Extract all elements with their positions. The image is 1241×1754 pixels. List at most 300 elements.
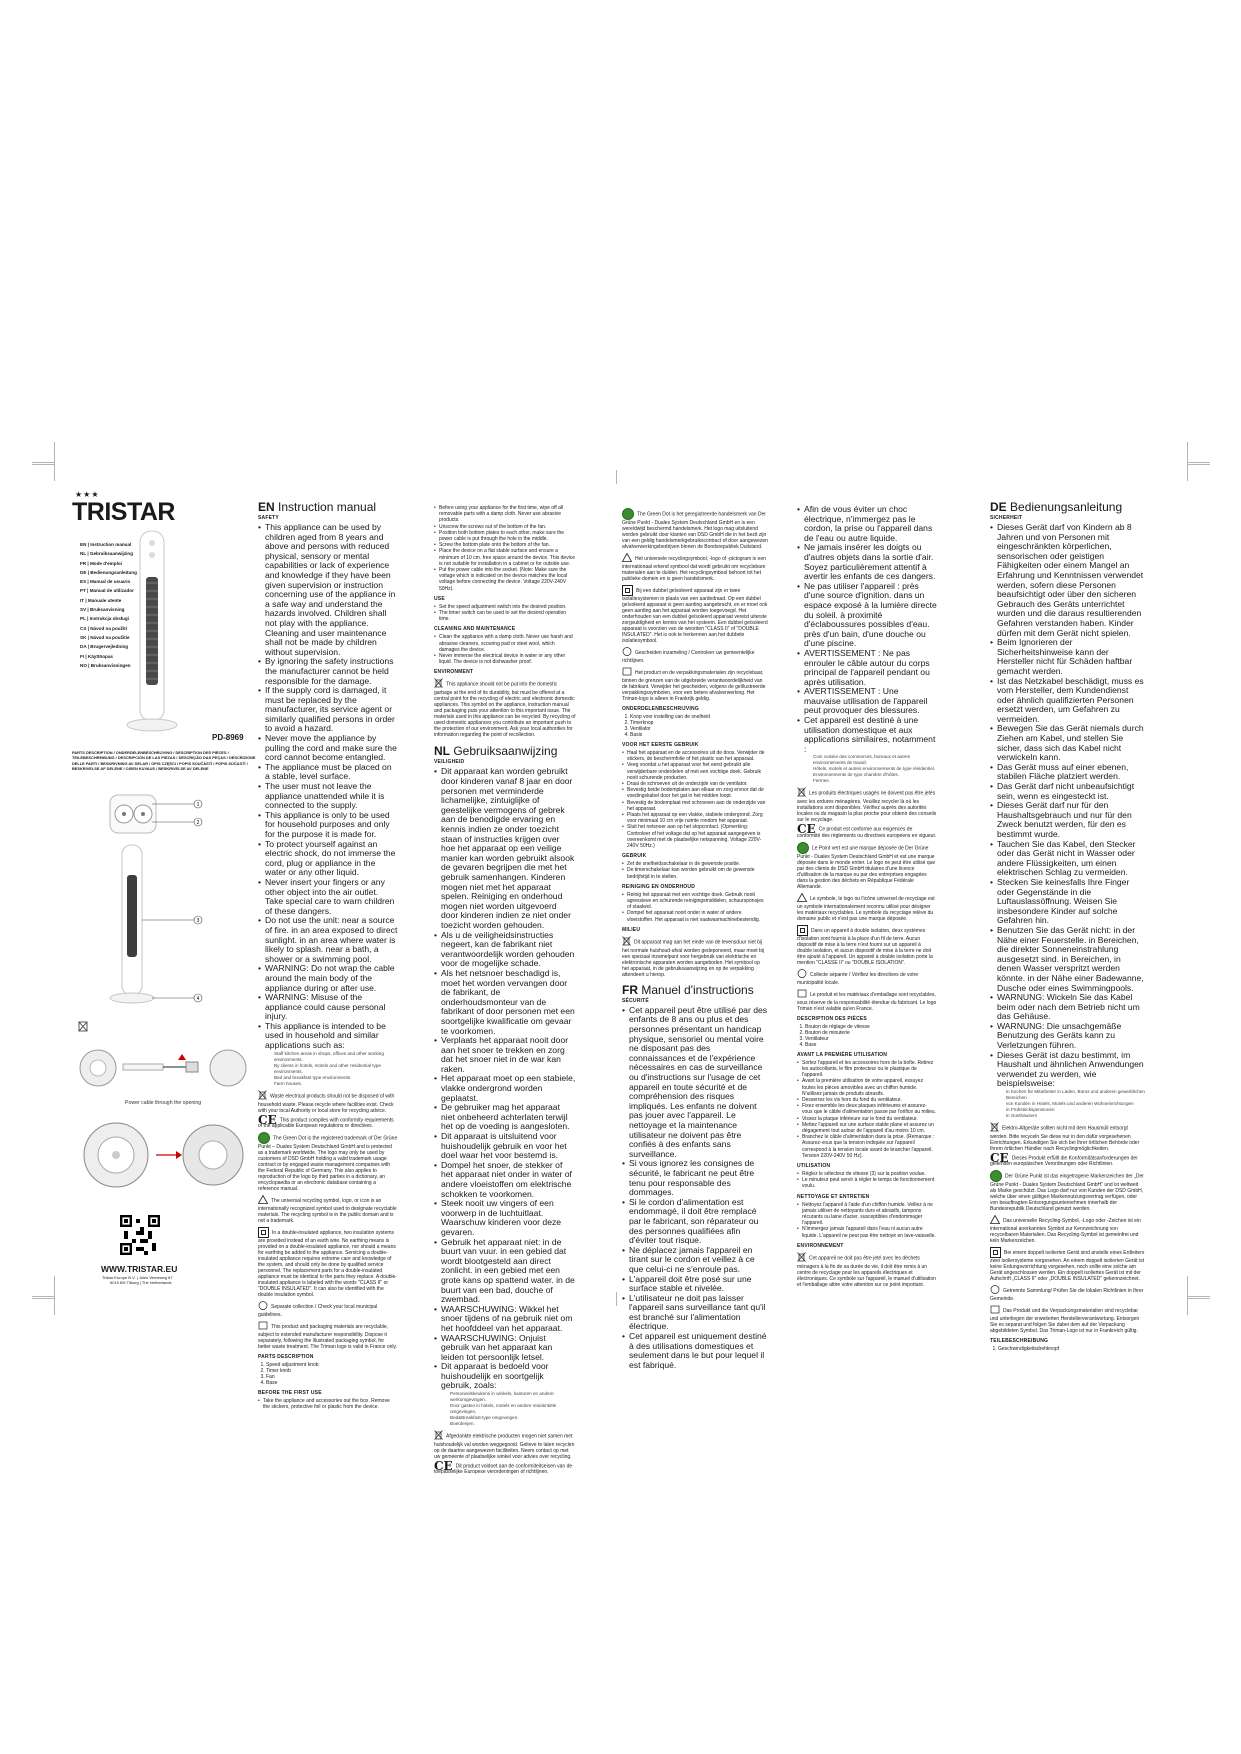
list-item: • Bewegen Sie das Gerät niemals durch Ziehen am Kabel, und stellen Sie sicher, dass sich das Kabel nicht verwickeln kann. bbox=[997, 724, 1145, 762]
list-item: • Dit apparaat kan worden gebruikt door kinderen vanaf 8 jaar en door personen met verminderde lichamelijke, zintuiglijke of geestelijke vermogens of gebrek aan de benodigde ervaring en kennis indien ze onder toezicht staan of instructies krijgen over hoe het apparaat op een veilige manier kan worden gebruikt alsook de gevaren begrijpen die met het gebruik samenhangen. Kinderen mogen niet met het apparaat spelen. Reiniging en onderhoud mogen niet worden uitgevoerd door kinderen indien ze niet onder toezicht worden gehouden. bbox=[441, 767, 576, 930]
list-item: • Reinig het apparaat met een vochtige doek. Gebruik nooit agressieve en schurende reinigingsmiddelen, schuursponsjes of staalwol. bbox=[627, 892, 768, 911]
list-item: • Desserrez les vis hors du fond du ventilateur. bbox=[802, 1097, 937, 1103]
list-item: • The user must not leave the appliance unattended while it is connected to the supply. bbox=[265, 782, 398, 811]
green-dot-note bbox=[797, 842, 937, 890]
language-item: ES | Manual de usuario bbox=[80, 579, 131, 585]
recycle-note bbox=[258, 1195, 398, 1224]
sub-item: in Gutshäusern bbox=[1006, 1113, 1038, 1119]
en-nl-column bbox=[434, 505, 576, 1476]
section-heading: USE bbox=[434, 595, 445, 602]
sub-item: Coin cuisine des commerces, bureaux et autres environnements de travail. bbox=[813, 754, 911, 766]
list-item: 2. Timerknop bbox=[630, 720, 768, 726]
ce-note bbox=[990, 1151, 1145, 1168]
before-list bbox=[258, 1398, 398, 1410]
use-list bbox=[434, 604, 576, 623]
safety-list bbox=[622, 1006, 768, 1371]
note-text: Afgedankte elektrische producten mogen niet samen met huishoudelijk val worden weggegooid. Gelieve te laten recyclen op de daartoe aangewezen faciliteiten. Neem contact op met uw gemeente of plaatselijke winkel voor advies over recycling. bbox=[434, 1433, 575, 1461]
list-item: • WARNING: Misuse of the appliance could cause personal injury. bbox=[265, 993, 398, 1022]
list-item: • Si vous ignorez les consignes de sécurité, le fabricant ne peut être tenu pour responsable des dommages. bbox=[629, 1159, 768, 1197]
control-knobs bbox=[110, 795, 156, 833]
note-text: Het product en de verpakkingsmaterialen zijn recyclebaar, binnen de grenzen van de uitgebreide verantwoordelijkheid van de fabrikant. Verwijder het gescheiden, volgens de geïllustreerde verpakkingssymbolen, voor een betere afvalverwerking. Het Triman-logo is alleen in Frankrijk geldig. bbox=[622, 669, 766, 702]
list-item: • Do not use the unit: near a source of fire. in an area exposed to direct sunlight. in an area where water is likely to splash. near a bath, a shower or a swimming pool. bbox=[265, 916, 398, 964]
section-heading: NETTOYAGE ET ENTRETIEN bbox=[797, 1193, 870, 1200]
manual-title: Bedienungsanleitung bbox=[1010, 500, 1123, 514]
sub-item: Bed&Breakfast-type omgevingen. bbox=[450, 1415, 519, 1421]
weee-note bbox=[434, 1430, 576, 1460]
section-heading: GEBRUIK bbox=[622, 853, 647, 860]
note-text: Dit product voldoet aan de conformiteitseisen van de toepasselijke Europese verordeningen of richtlijnen. bbox=[434, 1463, 573, 1476]
list-item: • Dit apparaat is uitsluitend voor huishoudelijk gebruik en voor het doel waar het voor bestemd is. bbox=[441, 1132, 576, 1161]
section-heading: TEILEBESCHREIBUNG bbox=[990, 1338, 1049, 1345]
safety-list bbox=[990, 523, 1145, 1089]
callout-number: 4 bbox=[196, 996, 200, 1002]
crop-mark bbox=[1187, 1296, 1210, 1315]
triman-icon bbox=[258, 1301, 268, 1312]
note-text: Le Point vert est une marque déposée de Der Grüne Punkt - Duales System Deutschland GmbH et est une marque déposée dans le monde entier. Le logo ne peut être utilisé que par des clients de DSD GmbH titulaires d'une licence d'utilisation de la marque ou par des entreprises engagées dans la gestion des déchets en République Fédérale Allemande. bbox=[797, 845, 936, 890]
fr-column bbox=[797, 504, 937, 1288]
list-item: 3. Ventilator bbox=[630, 726, 768, 732]
list-item: 1. Geschwindigkeitsdrehknopf bbox=[998, 1346, 1145, 1352]
lang-code: FR bbox=[622, 982, 638, 997]
use-list bbox=[797, 1171, 937, 1190]
list-item: • WARNUNG: Die unsachgemäße Benutzung des Geräts kann zu Verletzungen führen. bbox=[997, 1022, 1145, 1051]
list-item: • Never immerse the electrical device in water or any other liquid. The device is not dishwasher proof. bbox=[439, 653, 576, 665]
green-dot-note bbox=[622, 508, 768, 550]
note-text: Getrennte Sammlung/ Prüfen Sie die lokalen Richtlinien in Ihrer Gemeinde. bbox=[990, 1288, 1144, 1303]
weee-note bbox=[990, 1122, 1145, 1152]
list-item: • Afin de vous éviter un choc électrique, n'immergez pas le cordon, la prise ou l'appareil dans de l'eau ou autre liquide. bbox=[804, 505, 937, 543]
list-item: • De timerschakelaar kan worden gebruikt om de gewenste bedrijfstijd in te stellen. bbox=[627, 867, 768, 879]
ce-mark-icon: CE bbox=[258, 1112, 277, 1127]
note-text: This product and packaging materials are recyclable, subject to extended manufacturer responsibility. Dispose it separately, following the illustrated packaging symbol, for better waste treatment. The Triman logo is valid in France only. bbox=[258, 1323, 398, 1350]
packaging-icon bbox=[622, 667, 632, 678]
triman-note bbox=[258, 1321, 398, 1350]
list-item: • This appliance can be used by children aged from 8 years and above and persons with reduced physical, sensory or mental capabilities or lack of experience and knowledge if they have been given supervision or instruction concerning use of the appliance in a safe way and understand the hazards involved. Children shall not play with the appliance. Cleaning and user maintenance shall not be made by children without supervision. bbox=[265, 523, 398, 657]
list-item: • N'immergez jamais l'appareil dans l'eau ni aucun autre liquide. L'appareil ne peut pas être nettoyé en lave-vaisselle. bbox=[802, 1226, 937, 1238]
sub-item: in Frühstückspensionen bbox=[1006, 1107, 1055, 1113]
parts-list bbox=[990, 1346, 1145, 1352]
list-item: • Verplaats het apparaat nooit door aan het snoer te trekken en zorg dat het snoer niet in de war kan raken. bbox=[441, 1036, 576, 1074]
list-item: • Dieses Gerät darf von Kindern ab 8 Jahren und von Personen mit eingeschränkten körperlichen, sensorischen oder geistigen Fähigkeiten oder einem Mangel an Erfahrung und Kenntnissen verwendet werden, sofern diese Personen beaufsichtigt oder über den sicheren Gebrauch des Geräts unterrichtet wurden und die daraus resultierenden Gefahren verstanden haben. Kinder dürfen mit dem Gerät nicht spielen. bbox=[997, 523, 1145, 638]
list-item: • Dompel het apparaat nooit onder in water of andere vloeistoffen. Het apparaat is niet vaatwasmachinebestendig. bbox=[627, 910, 768, 922]
language-item: SK | Návod na použitie bbox=[80, 634, 130, 640]
packaging-icon bbox=[258, 1321, 268, 1332]
ce-note bbox=[434, 1459, 576, 1476]
list-item: • Screw the bottom plate onto the bottom of the fan. bbox=[439, 542, 576, 548]
lang-code: DE bbox=[990, 500, 1007, 514]
weee-note bbox=[797, 787, 937, 823]
weee-bin-icon bbox=[258, 1090, 267, 1102]
fan-body bbox=[110, 845, 154, 1003]
list-item: • Haal het apparaat en de accessoires uit de doos. Verwijder de stickers, de beschermfolie of het plastic van het apparaat. bbox=[627, 750, 768, 762]
ce-mark-icon: CE bbox=[990, 1151, 1009, 1166]
list-item: • Place the device on a flat stable surface and ensure a minimum of 10 cm. free space around the device. This device is not suitable for installation in a cabinet or for outside use. bbox=[439, 548, 576, 567]
tower-fan-image bbox=[125, 525, 180, 740]
recycle-icon bbox=[622, 553, 632, 564]
list-item: • Branchez le câble d'alimentation dans la prise. (Remarque : Assurez-vous que la tension indiquée sur l'appareil correspond à la tension locale avant de brancher l'appareil. Tension 220V-240V 50 Hz). bbox=[802, 1134, 937, 1159]
double-insulation-icon bbox=[990, 1247, 1001, 1258]
list-item: • Ne pas utiliser l'appareil : près d'une source d'ignition. dans un espace exposé à la lumière directe du soleil. à proximité d'éclaboussures possibles d'eau. près d'un bain, d'une douche ou d'une piscine. bbox=[804, 582, 937, 649]
triman-icon bbox=[622, 647, 632, 658]
list-item: • Als u de veiligheidsinstructies negeert, kan de fabrikant niet verantwoordelijk worden gehouden voor de mogelijke schade. bbox=[441, 931, 576, 969]
triman-note bbox=[990, 1305, 1145, 1334]
double-insulation-icon bbox=[622, 585, 633, 596]
list-item: • Bevestig beide bodemplaten aan elkaar en zorg ervoor dat de voedingskabel door het gat in het midden loopt. bbox=[627, 787, 768, 799]
list-item: • Bevestig de bodemplaat met schroeven aan de onderzijde van het apparaat. bbox=[627, 800, 768, 812]
manual-title: Gebruiksaanwijzing bbox=[453, 744, 558, 759]
separate-collection-note bbox=[797, 969, 937, 986]
list-item: • The timer switch can be used to set the desired operation time. bbox=[439, 610, 576, 622]
list-item: • Fixez ensemble les deux plaques inférieures et assurez-vous que le câble d'alimentation passe par l'orifice au milieu. bbox=[802, 1103, 937, 1115]
note-text: Dieses Produkt erfüllt die Konformitätsanforderungen der geltenden europäischen Verordnungen oder Richtlinien. bbox=[990, 1155, 1138, 1168]
recycle-note bbox=[622, 553, 768, 582]
recycle-icon bbox=[797, 893, 807, 904]
list-item: • Sortez l'appareil et les accessoires hors de la boîte. Retirez les autocollants, le film protecteur ou le plastique de l'appareil. bbox=[802, 1060, 937, 1079]
manual-title: Instruction manual bbox=[278, 500, 377, 514]
language-item: CS | Návod na použití bbox=[80, 625, 127, 631]
list-item: • Position both bottom plates to each other, make sure the power cable is put through the hole in the middle. bbox=[439, 530, 576, 542]
list-item: • Never insert your fingers or any other object into the air outlet. Take special care to warn children of these dangers. bbox=[265, 878, 398, 916]
green-dot-note bbox=[990, 1170, 1145, 1212]
sub-item: Bed and breakfast type environments. bbox=[274, 1074, 352, 1080]
list-item: • Das Gerät darf nicht unbeaufsichtigt sein, wenn es eingesteckt ist. bbox=[997, 782, 1145, 801]
weee-bin-icon bbox=[622, 936, 631, 948]
section-heading: BEFORE THE FIRST USE bbox=[258, 1389, 322, 1396]
cleaning-list bbox=[434, 634, 576, 665]
note-text: Dans un appareil à double isolation, deux systèmes d'isolation sont fournis à la place d'un fil de terre. Aucun dispositif de mise à la terre n'est fourni sur un appareil à double isolation, et aucun dispositif de mise à la terre ne doit être ajouté à l'appareil. Un appareil à double isolation porte la mention "CLASSE II" ou "DOUBLE ISOLATION". bbox=[797, 927, 933, 966]
sub-item: in Küchen für Mitarbeiter in Läden, Büros und anderen gewerblichen Bereichen bbox=[1006, 1089, 1145, 1101]
list-item: • Cet appareil est destiné à une utilisation domestique et aux applications similaires, notamment : bbox=[804, 716, 937, 754]
triman-icon bbox=[797, 969, 807, 980]
list-item: • Das Gerät muss auf einer ebenen, stabilen Fläche platziert werden. bbox=[997, 763, 1145, 782]
sub-item: Door gasten in hotels, motels en andere residentiële omgevingen. bbox=[450, 1403, 557, 1415]
double-insulation-note bbox=[622, 585, 768, 644]
environment-note bbox=[434, 678, 576, 738]
separate-collection-note bbox=[622, 647, 768, 664]
list-item: • AVERTISSEMENT : Une mauvaise utilisation de l'appareil peut provoquer des blessures. bbox=[804, 687, 937, 716]
list-item: • AVERTISSEMENT : Ne pas enrouler le câble autour du corps principal de l'appareil pendant ou après utilisation. bbox=[804, 649, 937, 687]
note-text: Waste electrical products should not be disposed of with household waste. Please recycle where facilities exist. Check with your local Authority or local store for recycling advice. bbox=[258, 1092, 395, 1114]
note-text: This product complies with conformity requirements of the applicable European regulations or directives. bbox=[258, 1116, 394, 1129]
section-heading: UTILISATION bbox=[797, 1163, 831, 1170]
ce-note bbox=[797, 822, 937, 839]
language-item: PL | Instrukcja obsługi bbox=[80, 616, 129, 622]
en-heading bbox=[258, 500, 398, 514]
list-item: 3. Fan bbox=[266, 1374, 398, 1380]
sub-item: Fermes. bbox=[813, 778, 830, 784]
note-text: Gescheiden inzameling / Controleer uw gemeentelijke richtlijnen. bbox=[622, 649, 755, 664]
note-text: This appliance should not be put into the domestic garbage at the end of its durability, but must be offered at a central point for the recycling of electric and electronic domestic appliances. This symbol on the appliance, instruction manual and packaging puts your attention to this important issue. The materials used in this appliance can be recycled. By recycling of used domestic appliances you contribute an important push to the protection of our environment. Ask your local authorities for information regarding the point of recollection. bbox=[434, 681, 576, 739]
before-list bbox=[622, 750, 768, 849]
note-text: The Green Dot is the registered trademark of Der Grüne Punkt – Duales System Deutschland GmbH and is protected as a trademark worldwide. The logo may only be used by customers of DSD GmbH holding a valid trademark usage contract or by engaged waste management companies with the Federal Republic of Germany. This also applies to reproduction of the logo by third parties in a dictionary, an encyclopaedia or an electronic database containing a reference manual. bbox=[258, 1135, 398, 1192]
green-dot-note bbox=[258, 1132, 398, 1192]
list-item: • Never move the appliance by pulling the cord and make sure the cord cannot become entangled. bbox=[265, 734, 398, 763]
section-heading: PARTS DESCRIPTION bbox=[258, 1353, 314, 1360]
crop-mark bbox=[32, 462, 55, 481]
environment-note bbox=[622, 936, 768, 978]
note-text: Der Grüne Punkt ist das eingetragene Markenzeichen der „Der Grüne Punkt - Duales System Deutschland GmbH" und ist weltweit als Marke geschützt. Das Logo darf nur von Kunden der DSD GmbH, welche über einen gültigen Markennutzungsvertrag verfügen, oder von beauftragten Entsorgungsunternehmen innerhalb der Bundesrepublik Deutschland genutzt werden. bbox=[990, 1173, 1144, 1213]
sub-item: Hôtels, motels et autres environnements de type résidentiel. bbox=[813, 766, 936, 772]
recycle-icon bbox=[258, 1195, 268, 1206]
crop-mark bbox=[1187, 462, 1210, 481]
packaging-icon bbox=[797, 989, 807, 1000]
lang-code: NL bbox=[434, 744, 450, 759]
list-item: • If the supply cord is damaged, it must be replaced by the manufacturer, its service agent or similarly qualified persons in order to avoid a hazard. bbox=[265, 686, 398, 734]
section-heading: REINIGING EN ONDERHOUD bbox=[622, 883, 696, 890]
list-item: • WARNUNG: Wickeln Sie das Kabel beim oder nach dem Betrieb nicht um das Gehäuse. bbox=[997, 993, 1145, 1022]
section-heading: SICHERHEIT bbox=[990, 515, 1023, 521]
assembly-image-base bbox=[78, 1115, 248, 1195]
language-item: FI | Käyttöopas bbox=[80, 653, 113, 659]
ce-note bbox=[258, 1112, 398, 1129]
list-item: • The appliance must be placed on a stable, level surface. bbox=[265, 763, 398, 782]
recycle-note bbox=[990, 1215, 1145, 1244]
sub-item: Boerderijen. bbox=[450, 1421, 475, 1427]
language-item: NL | Gebruiksaanwijzing bbox=[80, 551, 134, 557]
list-item: • Sluit het netsnoer aan op het stopcontact. (Opmerking: Controleer of het voltage dat op het apparaat aangegeven is overeenkomt met de plaatselijke netspanning. Voltage 220V-240V 50Hz.) bbox=[627, 824, 768, 849]
crop-mark bbox=[616, 1292, 617, 1306]
note-text: The universal recycling symbol, logo, or icon is an internationally recognized symbol used to designate recyclable materials. The recycling symbol is in the public domain and is not a trademark. bbox=[258, 1197, 397, 1224]
parts-list bbox=[797, 1024, 937, 1048]
list-item: 1. Bouton de réglage de vitesse bbox=[805, 1024, 937, 1030]
list-item: • Steek nooit uw vingers of een voorwerp in de luchtuitlaat. Waarschuw kinderen voor deze gevaren. bbox=[441, 1199, 576, 1237]
callout-number: 1 bbox=[196, 802, 200, 808]
list-item: • Zet de snelheidsschakelaar in de gewenste positie. bbox=[627, 861, 768, 867]
list-item: 4. Basis bbox=[630, 732, 768, 738]
note-text: Elektro-Altgeräte sollten nicht mit dem Hausmüll entsorgt werden. Bitte recyceln Sie diese nur in den dafür vorgesehenen Einrichtungen. Erkundigen Sie sich bei Ihrer örtlichen Behörde oder Ihrem örtlichen Händler nach Recyclingmöglichkeiten. bbox=[990, 1125, 1140, 1153]
model-number: PD-8969 bbox=[212, 733, 244, 742]
note-text: Le produit et les matériaux d'emballage sont recyclables, sous réserve de la responsabilité étendue du fabricant. Le logo Triman n'est valable qu'en France. bbox=[797, 991, 937, 1012]
note-text: The Green Dot is het geregistreerde handelsmerk van Der Grüne Punkt - Duales System Deutschland GmbH en is een wereldwijd beschermd handelsmerk. Het logo mag uitsluitend worden gebruikt door klanten van DSD GmbH die in het bezit zijn van een geldig handelsmerkgebruikscontract of door aangewezen afvalverwerkingsbedrijven binnen de Bondsrepubliek Duitsland. bbox=[622, 511, 768, 550]
list-item: • Vissez la plaque inférieure sur le fond du ventilateur. bbox=[802, 1116, 937, 1122]
brand-logo: TRISTAR bbox=[72, 498, 175, 526]
sub-item: Personeelskeukens in winkels, kantoren en andere werkomgevingen. bbox=[450, 1391, 554, 1403]
list-item: • Ne déplacez jamais l'appareil en tirant sur le cordon et veillez à ce que celui-ci ne s'enroule pas. bbox=[629, 1246, 768, 1275]
list-item: • Set the speed adjustment switch into the desired position. bbox=[439, 604, 576, 610]
double-insulation-icon bbox=[258, 1227, 269, 1238]
list-item: • Cet appareil est uniquement destiné à des utilisations domestiques et seulement dans le but pour lequel il est fabriqué. bbox=[629, 1332, 768, 1370]
list-item: • Plaats het apparaat op een vlakke, stabiele ondergrond. Zorg voor minimaal 10 cm vrije ruimte rondom het apparaat. bbox=[627, 812, 768, 824]
list-item: • Dieses Gerät darf nur für den Haushaltsgebrauch und nur für den Zweck benutzt werden, für den es bestimmt wurde. bbox=[997, 801, 1145, 839]
list-item: • Avant la première utilisation de votre appareil, essuyez toutes les pièces amovibles avec un chiffon humide. N'utilisez jamais de produits abrasifs. bbox=[802, 1078, 937, 1097]
list-item: • Réglez le sélecteur de vitesse (3) sur la position voulue. bbox=[802, 1171, 937, 1177]
cleaning-list bbox=[797, 1202, 937, 1239]
language-item: DA | Brugervejledning bbox=[80, 644, 129, 650]
triman-icon bbox=[990, 1285, 1000, 1296]
list-item: • Het apparaat moet op een stabiele, vlakke ondergrond worden geplaatst. bbox=[441, 1074, 576, 1103]
callout-number: 2 bbox=[196, 820, 200, 826]
parts-heading: PARTS DESCRIPTION / ONDERDELENBESCHRIJVING / DESCRIPTION DES PIÈCES / TEILEBESCHREIBUNG / DESCRIPCIÓN DE LAS PIEZAS / DESCRIÇÃO DAS PEÇAS / DESCRIZIONE DELLE PARTI / BESKRIVNING AV DELAR / OPIS CZĘŚCI / POPIS SOUČÁSTÍ / POPIS SÚČASTÍ / BESKRIVELSE AF DELENE / OSIEN KUVAUS / BESKRIVELSE AV DELENE bbox=[72, 750, 256, 772]
before-list bbox=[797, 1060, 937, 1159]
list-item: • Unscrew the screws out of the bottom of the fan. bbox=[439, 524, 576, 530]
section-heading: ENVIRONMENT bbox=[434, 669, 474, 676]
list-item: • Als het netsnoer beschadigd is, moet het worden vervangen door de fabrikant, de onderhoudsmonteur van de fabrikant of door personen met een soortgelijke kwalificatie om gevaar te voorkomen. bbox=[441, 969, 576, 1036]
ce-mark-icon: CE bbox=[434, 1459, 453, 1474]
double-insulation-note bbox=[797, 925, 937, 966]
list-item: • L'utilisateur ne doit pas laisser l'appareil sans surveillance tant qu'il est branché sur l'alimentation électrique. bbox=[629, 1294, 768, 1332]
section-heading: SAFETY bbox=[258, 515, 279, 521]
language-item: SV | Bruksanvisning bbox=[80, 607, 125, 613]
green-dot-icon bbox=[622, 508, 634, 520]
list-item: • By ignoring the safety instructions the manufacturer cannot be held responsible for the damage. bbox=[265, 657, 398, 686]
list-item: • De gebruiker mag het apparaat niet onbeheerd achterlaten terwijl het op de voeding is aangesloten. bbox=[441, 1103, 576, 1132]
list-item: • Beim Ignorieren der Sicherheitshinweise kann der Hersteller nicht für Schäden haftbar gemacht werden. bbox=[997, 638, 1145, 676]
parts-list bbox=[622, 714, 768, 738]
language-item: DE | Bedienungsanleitung bbox=[80, 569, 137, 575]
list-item: • Tauchen Sie das Kabel, den Stecker oder das Gerät nicht in Wasser oder andere Flüssigkeiten, um einen elektrischen Schlag zu vermeiden. bbox=[997, 840, 1145, 878]
weee-note bbox=[258, 1090, 398, 1114]
note-text: Ce produit est conforme aux exigences de conformité des règlements ou directives européens en vigueur. bbox=[797, 826, 937, 839]
list-item: 4. Base bbox=[266, 1380, 398, 1386]
address-line: 5015 BH Tilburg | The Netherlands bbox=[110, 1280, 172, 1285]
list-item: • Cet appareil peut être utilisé par des enfants de 8 ans ou plus et des personnes présentant un handicap physique, sensoriel ou mental voire ne disposant pas des connaissances et de l'expérience nécessaires en cas de surveillance ou d'instructions sur l'usage de cet appareil en toute sécurité et de compréhension des risques impliqués. Les enfants ne doivent pas jouer avec l'appareil. Le nettoyage et la maintenance utilisateur ne doivent pas être confiés à des enfants sans surveillance. bbox=[629, 1006, 768, 1160]
list-item: • Nettoyez l'appareil à l'aide d'un chiffon humide. Veillez à ne jamais utiliser de nettoyants durs et abrasifs, tampons récurants ou laine d'acier, susceptibles d'endommager l'appareil. bbox=[802, 1202, 937, 1227]
power-cable-caption: Power cable through the opening bbox=[125, 1100, 202, 1106]
list-item: • Put the power cable into the socket. (Note: Make sure the voltage which is indicated on the device matches the local voltage before connecting the device. Voltage 220V-240V 50Hz). bbox=[439, 567, 576, 592]
section-heading: SÉCURITÉ bbox=[622, 997, 649, 1004]
weee-bin-icon bbox=[797, 787, 806, 799]
no-cross-icon bbox=[78, 1020, 88, 1032]
list-item: • Draai de schroeven uit de onderzijde van de ventilator. bbox=[627, 781, 768, 787]
list-item: • This appliance is only to be used for household purposes and only for the purpose it is made for. bbox=[265, 811, 398, 840]
section-heading: CLEANING AND MAINTENANCE bbox=[434, 626, 516, 633]
note-text: In a double-insulated appliance, two insulation systems are provided instead of an earth wire. No earthing means is provided on a double-insulated appliance, nor should a means for earthing be added to the appliance. Servicing a double-insulated appliance requires extreme care and knowledge of the system, and should only be done by qualified service personnel. The replacement parts for a double-insulated appliance must be identical to the parts they replace. A double-insulated appliance is labeled with the words "CLASS II" or "DOUBLE INSULATED". It can also be identified with the double insulation symbol. bbox=[258, 1229, 397, 1298]
sub-item: Environnements de type chambre d'hôtes. bbox=[813, 772, 899, 778]
list-item: • Stecken Sie keinesfalls Ihre Finger oder Gegenstände in die Luftauslassöffnung. Weisen Sie insbesondere Kinder auf solche Gefahren hin. bbox=[997, 878, 1145, 926]
sub-item: By clients in hotels, motels and other residential type environments. bbox=[274, 1062, 381, 1074]
de-heading bbox=[990, 500, 1145, 514]
language-item: EN | Instruction manual bbox=[80, 542, 132, 547]
safety-list bbox=[258, 523, 398, 1051]
list-item: • Mettez l'appareil sur une surface stable plane et assurez un dégagement tout autour de l'appareil d'au moins 10 cm. bbox=[802, 1122, 937, 1134]
section-heading: DESCRIPTION DES PIÈCES bbox=[797, 1015, 867, 1022]
before-list-cont bbox=[434, 505, 576, 592]
parts-diagram bbox=[80, 790, 250, 1010]
crop-mark bbox=[616, 470, 617, 484]
language-item: IT | Manuale utente bbox=[80, 597, 122, 603]
list-item: • Veeg voordat u het apparaat voor het eerst gebruikt alle verwijderbare onderdelen af met een vochtige doek. Gebruik nooit schurende producten. bbox=[627, 762, 768, 781]
ce-mark-icon: CE bbox=[797, 822, 816, 837]
recycle-icon bbox=[990, 1215, 1000, 1226]
en-column bbox=[258, 500, 398, 1411]
lang-code: EN bbox=[258, 500, 275, 514]
note-text: Cet appareil ne doit pas être jeté avec les déchets ménagers à la fin de sa durée de vie, il doit être remis à un centre de recyclage pour les appareils électriques et électroniques. Ce symbole sur l'appareil, le manuel d'utilisation et l'emballage attire votre attention sur ce point important. bbox=[797, 1255, 936, 1288]
use-list bbox=[622, 861, 768, 880]
nl-heading bbox=[434, 744, 576, 758]
list-item: 1. Knop voor instelling van de snelheid bbox=[630, 714, 768, 720]
manual-title: Manuel d'instructions bbox=[641, 982, 754, 997]
weee-bin-icon bbox=[434, 1430, 443, 1442]
list-item: 3. Ventilateur bbox=[805, 1036, 937, 1042]
list-item: 2. Bouton de minuterie bbox=[805, 1030, 937, 1036]
note-text: Dit apparaat mag aan het einde van de levensduur niet bij het normale huishoud-afval worden gedeponeerd, maar moet bij een speciaal inzamelpunt voor hergebruik van elektrische en elektronische apparaten worden aangeboden. Het symbool op het apparaat, in de gebruiksaanwijzing en op de verpakking attendeert u hierop. bbox=[622, 939, 765, 978]
double-insulation-note bbox=[258, 1227, 398, 1298]
environment-note bbox=[797, 1252, 937, 1288]
note-text: Collecte séparée / Vérifiez les directives de votre municipalité locale. bbox=[797, 971, 919, 986]
safety-list bbox=[797, 505, 937, 754]
list-item: • Ne jamais insérer les doigts ou d'autres objets dans la sortie d'air. Soyez particulièrement attentif à avertir les enfants de ces dangers. bbox=[804, 543, 937, 581]
green-dot-icon bbox=[258, 1132, 270, 1144]
triman-note bbox=[622, 667, 768, 702]
section-heading: AVANT LA PREMIÈRE UTILISATION bbox=[797, 1051, 888, 1058]
note-text: Le symbole, le logo ou l'icône universel de recyclage est un symbole internationalement reconnu utilisé pour désigner les matériaux recyclables. Le symbole du recyclage relève du domaine public et n'est pas une marque déposée. bbox=[797, 895, 935, 922]
triman-note bbox=[797, 989, 937, 1012]
list-item: • WARNING: Do not wrap the cable around the main body of the appliance during or after use. bbox=[265, 964, 398, 993]
double-insulation-icon bbox=[797, 925, 808, 936]
separate-collection-note bbox=[258, 1301, 398, 1318]
website: WWW.TRISTAR.EU bbox=[101, 1264, 178, 1274]
note-text: Separate collection / Check your local municipal guidelines. bbox=[258, 1303, 378, 1318]
list-item: • Clean the appliance with a damp cloth. Never use harsh and abrasive cleaners, scouring pad or steel wool, which damages the device. bbox=[439, 634, 576, 653]
section-heading: VOOR HET EERSTE GEBRUIK bbox=[622, 742, 699, 748]
green-dot-icon bbox=[990, 1170, 1002, 1182]
brand-stars: ★★★ bbox=[75, 490, 100, 499]
green-dot-icon bbox=[797, 842, 809, 854]
note-text: Bei einem doppelt isolierten Gerät sind anstelle eines Erdleiters zwei Isoliersysteme vorgesehen. An einem doppelt isolierten Gerät ist keine Erdungsvorrichtung vorgesehen, noch sollte eine solche am Gerät angeschlossen werden. Ein doppelt isoliertes Gerät ist mit der Aufschrift „CLASS II" oder „DOUBLE INSULATED" gekennzeichnet. bbox=[990, 1250, 1145, 1283]
section-heading: ENVIRONNEMENT bbox=[797, 1242, 844, 1249]
section-heading: MILIEU bbox=[622, 926, 641, 933]
weee-bin-icon bbox=[434, 678, 443, 690]
fr-heading bbox=[622, 983, 768, 997]
list-item: • L'appareil doit être posé sur une surface stable et nivelée. bbox=[629, 1275, 768, 1294]
packaging-icon bbox=[990, 1305, 1000, 1316]
safety-list bbox=[434, 767, 576, 1391]
list-item: • Gebruik het apparaat niet: in de buurt van vuur. in een gebied dat wordt blootgesteld aan direct zonlicht. in een gebied met een grote kans op spattend water. in de buurt van een bad, douche of zwembad. bbox=[441, 1238, 576, 1305]
sub-item: von Kunden in Hotels, Motels und anderen Wohneinrichtungen bbox=[1006, 1101, 1134, 1107]
list-item: • Take the appliance and accessories out the box. Remove the stickers, protective foil or plastic from the device. bbox=[263, 1398, 398, 1410]
parts-list bbox=[258, 1362, 398, 1386]
list-item: • This appliance is intended to be used in household and similar applications such as: bbox=[265, 1022, 398, 1051]
language-item: NO | Bruksanvisningen bbox=[80, 662, 131, 668]
crop-mark bbox=[32, 1296, 55, 1315]
list-item: • Dieses Gerät ist dazu bestimmt, im Haushalt und ähnlichen Anwendungen verwendet zu werden, wie beispielsweise: bbox=[997, 1051, 1145, 1089]
separate-collection-note bbox=[990, 1285, 1145, 1302]
note-text: Les produits électriques usagés ne doivent pas être jetés avec les ordures ménagères. Veuillez recycler là où les installations sont disponibles. Vérifiez auprès des autorités locales ou du magasin la plus proche pour obtenir des conseils sur le recyclage. bbox=[797, 790, 937, 824]
section-heading: VEILIGHEID bbox=[434, 759, 465, 766]
note-text: Bij een dubbel geïsoleerd apparaat zijn er twee isolatiesystemen in plaats van een aardedraad. Op een dubbel geïsoleerd apparaat is geen aarding aangebracht, en er moet ook geen aarding aan het apparaat worden toegevoegd. Het onderhouden van een dubbel geïsoleerd apparaat vereist uiterste zorgvuldigheid en kennis van het systeem. Een dubbel geïsoleerd apparaat is voorzien van de woorden "CLASS II" of "DOUBLE INSULATED". Het is ook te herkennen aan het dubbele isolatiesymbool. bbox=[622, 587, 768, 644]
callout-number: 3 bbox=[196, 918, 200, 924]
weee-bin-icon bbox=[990, 1122, 999, 1134]
language-item: FR | Mode d'emploi bbox=[80, 560, 122, 566]
sub-item: Staff kitchen areas in shops, offices and other working environments. bbox=[274, 1050, 384, 1062]
qr-code bbox=[120, 1215, 160, 1255]
double-insulation-note bbox=[990, 1247, 1145, 1282]
note-text: Das Produkt und die Verpackungsmaterialien sind recyclebar und unterliegen der erweiterten Herstellerverantwortung. Entsorgen Sie es separat und folgen Sie dabei dem auf der Verpackung abgebildeten Symbol. Das Triman-Logo ist nur in Frankreich gültig. bbox=[990, 1308, 1140, 1335]
list-item: • Dompel het snoer, de stekker of het apparaat niet onder in water of andere vloeistoffen om elektrische schokken te voorkomen. bbox=[441, 1161, 576, 1199]
list-item: • Le minuteur peut servir à régler le temps de fonctionnement voulu. bbox=[802, 1177, 937, 1189]
address-line: Tristar Europe B.V. | Jules Verneweg 87 bbox=[102, 1275, 173, 1280]
list-item: 2. Timer knob bbox=[266, 1368, 398, 1374]
list-item: • WAARSCHUWING: Wikkel het snoer tijdens of na gebruik niet om het hoofddeel van het apparaat. bbox=[441, 1305, 576, 1334]
list-item: • WAARSCHUWING: Onjuist gebruik van het apparaat kan leiden tot persoonlijk letsel. bbox=[441, 1334, 576, 1363]
list-item: • Before using your appliance for the first time, wipe off all removable parts with a damp cloth. Never use abrasive products. bbox=[439, 505, 576, 524]
note-text: Het universele recyclingsymbool, -logo of -pictogram is een internationaal erkend symbool dat wordt gebruikt om recyclebare materialen aan te duiden. Het recyclingsymbool behoort tot het publieke domein en is geen handelsmerk. bbox=[622, 555, 766, 582]
assembly-image-cable bbox=[78, 1040, 248, 1100]
nl-fr-column bbox=[622, 505, 768, 1370]
section-heading: ONDERDELENBESCHRIJVING bbox=[622, 706, 699, 712]
list-item: 1. Speed adjustment knob bbox=[266, 1362, 398, 1368]
list-item: • Ist das Netzkabel beschädigt, muss es vom Hersteller, dem Kundendienst oder ähnlich qualifizierten Personen ersetzt werden, um Gefahren zu vermeiden. bbox=[997, 677, 1145, 725]
recycle-note bbox=[797, 893, 937, 922]
list-item: • To protect yourself against an electric shock, do not immerse the cord, plug or appliance in the water or any other liquid. bbox=[265, 840, 398, 878]
language-item: PT | Manual de utilizador bbox=[80, 588, 134, 594]
weee-bin-icon bbox=[797, 1252, 806, 1264]
list-item: • Benutzen Sie das Gerät nicht: in der Nähe einer Feuerstelle. in Bereichen, die direkter Sonneneinstrahlung ausgesetzt sind. in Bereichen, in denen Wasser verspritzt werden könnte. in der Nähe einer Badewanne, Dusche oder eines Swimmingpools. bbox=[997, 926, 1145, 993]
de-column bbox=[990, 500, 1145, 1353]
list-item: • Si le cordon d'alimentation est endommagé, il doit être remplacé par le fabricant, son réparateur ou des personnes qualifiées afin d'éviter tout risque. bbox=[629, 1198, 768, 1246]
list-item: 4. Base bbox=[805, 1042, 937, 1048]
sub-item: Farm houses. bbox=[274, 1080, 303, 1086]
